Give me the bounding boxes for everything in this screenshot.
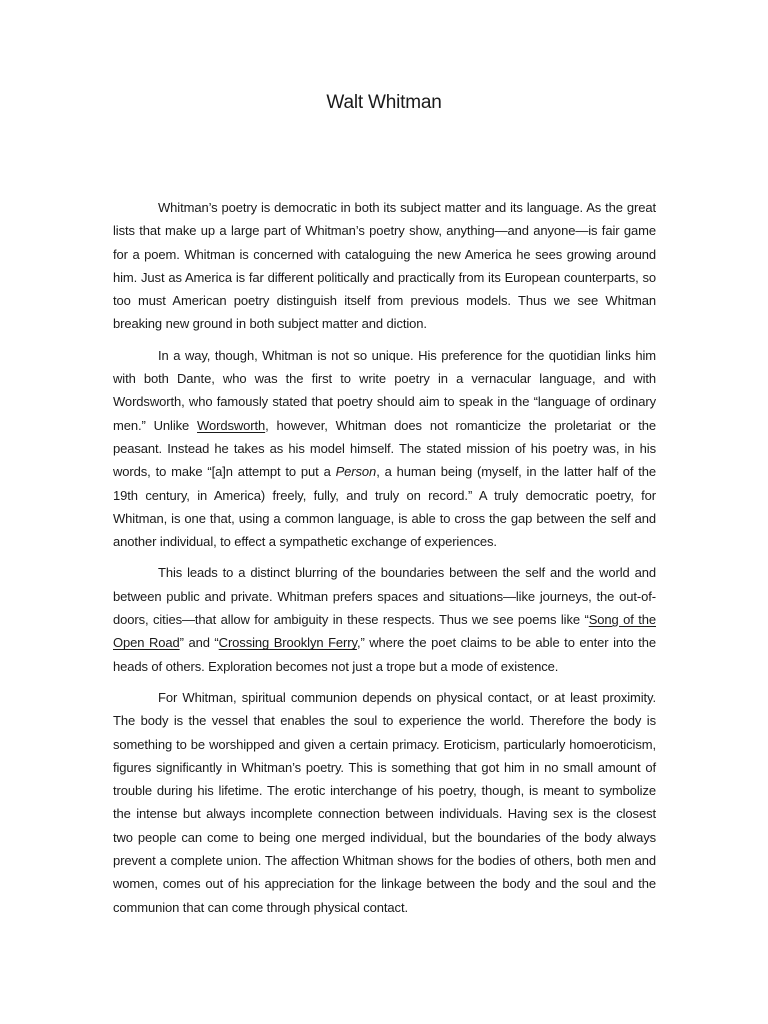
paragraph-text: ,” where the poet claims to be able to enter into the heads of others. Exploration becomes not just a trope but a mode of existence. [113,635,657,674]
paragraph [113,196,656,336]
paragraph-text: , however, Whitman does not romanticize the proletariat or the peasant. Instead he takes as his model himself. The stated mission of his poetry was, in his words, to make “[a]n attempt to put a [113,417,656,480]
paragraph-text: Whitman’s poetry is democratic in both its subject matter and its language. As the great lists that make up a large part of Whitman’s poetry show, anything—and anyone—is fair game for a poem. Whitman is concerned with cataloguing the new America he sees growing around him. Just as America is far different politically and practically from its European counterparts, so too must American poetry distinguish itself from previous models. Thus we see Whitman breaking new ground in both subject matter and diction. [113,200,656,332]
paragraph [113,344,656,554]
paragraph-text: This leads to a distinct blurring of the boundaries between the self and the world and between public and private. Whitman prefers spaces and situations—like journeys, the out-of-doors, cities—that allow for ambiguity in these respects. Thus we see poems like “ [113,565,656,628]
italic-person: Person [335,464,377,480]
paragraph-text: For Whitman, spiritual communion depends on physical contact, or at least proximity. The body is the vessel that enables the soul to experience the world. Therefore the body is something to be worshipped and given a certain primacy. Eroticism, particularly homoeroticism, figures significantly in Whitman’s poetry. This is something that got him in no small amount of trouble during his lifetime. The erotic interchange of his poetry, though, is meant to symbolize the intense but always incomplete connection between individuals. Having sex is the closest two people can come to being one merged individual, but the boundaries of the body always prevent a complete union. The affection Whitman shows for the bodies of others, both men and women, comes out of his appreciation for the linkage between the body and the soul and the communion that can come through physical contact. [113,689,656,915]
document-title: Walt Whitman [326,92,442,113]
paragraph-text: , a human being (myself, in the latter half of the 19th century, in America) freely, fully, and truly on record.” A truly democratic poetry, for Whitman, is one that, using a common language, is able to cross the gap between the self and another individual, to effect a sympathetic exchange of experiences. [113,464,656,550]
paragraph-text: In a way, though, Whitman is not so unique. His preference for the quotidian links him with both Dante, who was the first to write poetry in a vernacular language, and with Wordsworth, who famously stated that poetry should aim to speak in the “language of ordinary men.” Unlike [113,347,656,433]
paragraph [113,561,656,677]
crossing-brooklyn-ferry-link[interactable]: Crossing Brooklyn Ferry [218,635,357,651]
document-body [113,196,656,927]
paragraph [113,686,656,919]
wordsworth-link[interactable]: Wordsworth [197,417,266,433]
song-of-the-open-road-link[interactable]: Song of the Open Road [113,612,656,651]
paragraph-text: ” and “ [179,635,219,651]
